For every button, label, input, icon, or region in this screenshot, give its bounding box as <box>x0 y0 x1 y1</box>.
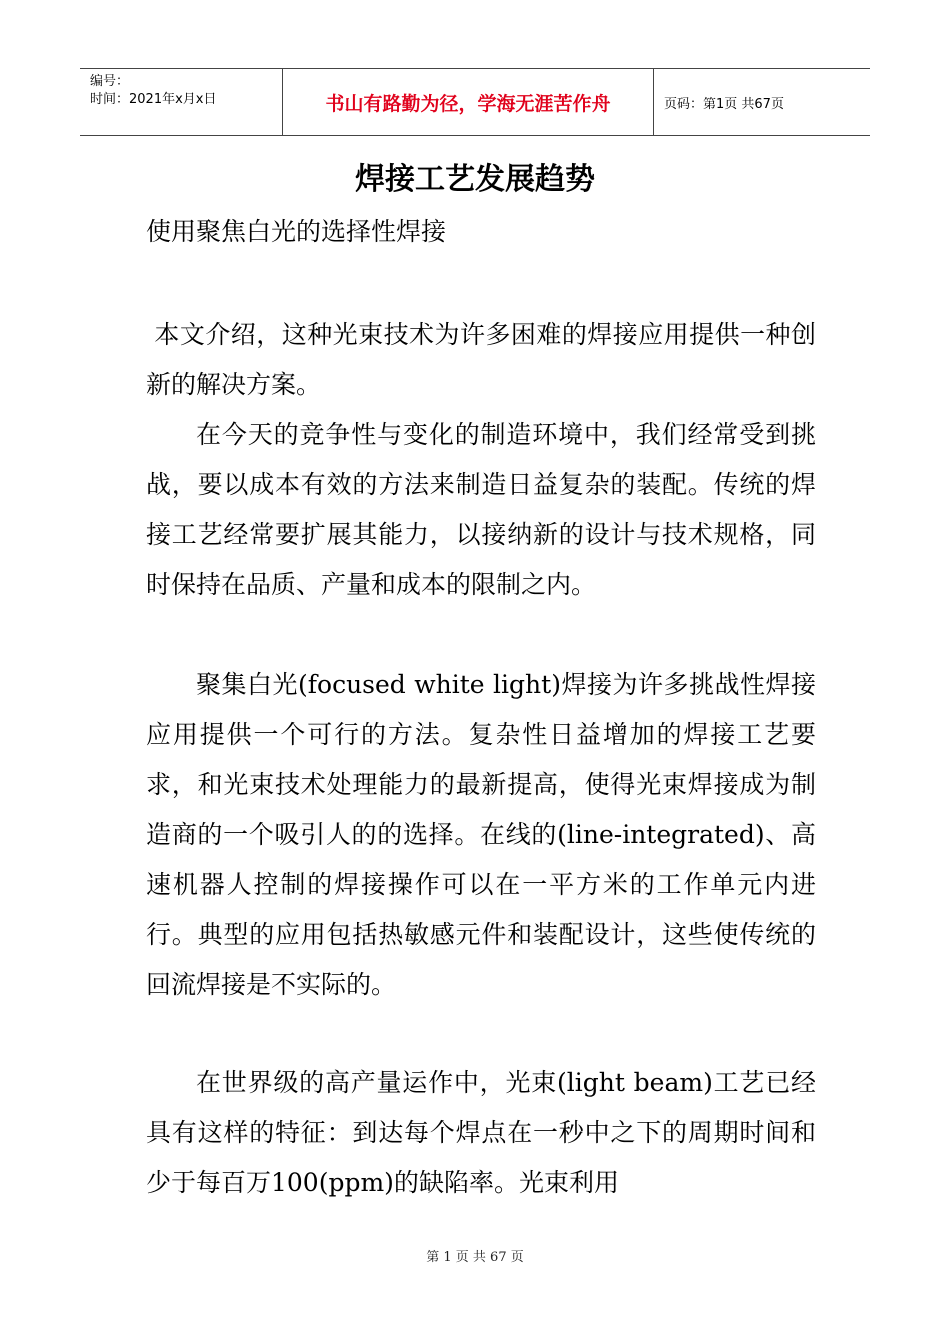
paragraph-text: 在今天的竞争性与变化的制造环境中，我们经常受到挑战，要以成本有效的方法来制造日益复杂的装配。传统的焊接工艺经常要扩展其能力，以接纳新的设计与技术规格，同时保持在品质、产量和成本的限制之内。 <box>146 420 816 599</box>
paragraph-intro <box>146 310 816 410</box>
page-footer: 第 1 页 共 67 页 <box>426 1250 524 1265</box>
header-page-info: 页码：第1页 共67页 <box>664 96 784 112</box>
document-title: 焊接工艺发展趋势 <box>355 162 595 197</box>
paragraph-3 <box>146 660 816 1010</box>
header-meta <box>80 69 282 135</box>
paragraph-4 <box>146 1058 816 1208</box>
paragraph-2 <box>146 410 816 610</box>
paragraph-text: 聚集白光(focused white light)焊接为许多挑战性焊接应用提供一个可行的方法。复杂性日益增加的焊接工艺要求，和光束技术处理能力的最新提高，使得光束焊接成为制造商的一个吸引人的的选择。在线的(line-integrated)、高速机器人控制的焊接操作可以在一平方米的工作单元内进行。典型的应用包括热敏感元件和装配设计，这些使传统的回流焊接是不实际的。 <box>146 670 816 999</box>
number-label: 编号： <box>90 74 130 89</box>
time-label: 时间：2021年x月x日 <box>90 92 217 107</box>
paragraph-text: 在世界级的高产量运作中，光束(light beam)工艺已经具有这样的特征：到达每个焊点在一秒中之下的周期时间和少于每百万100(ppm)的缺陷率。光束利用 <box>146 1068 816 1197</box>
page-header <box>80 68 870 136</box>
document-subtitle: 使用聚焦白光的选择性焊接 <box>146 217 447 246</box>
paragraph-text: 本文介绍，这种光束技术为许多困难的焊接应用提供一种创新的解决方案。 <box>146 320 816 399</box>
header-motto: 书山有路勤为径，学海无涯苦作舟 <box>282 69 654 135</box>
